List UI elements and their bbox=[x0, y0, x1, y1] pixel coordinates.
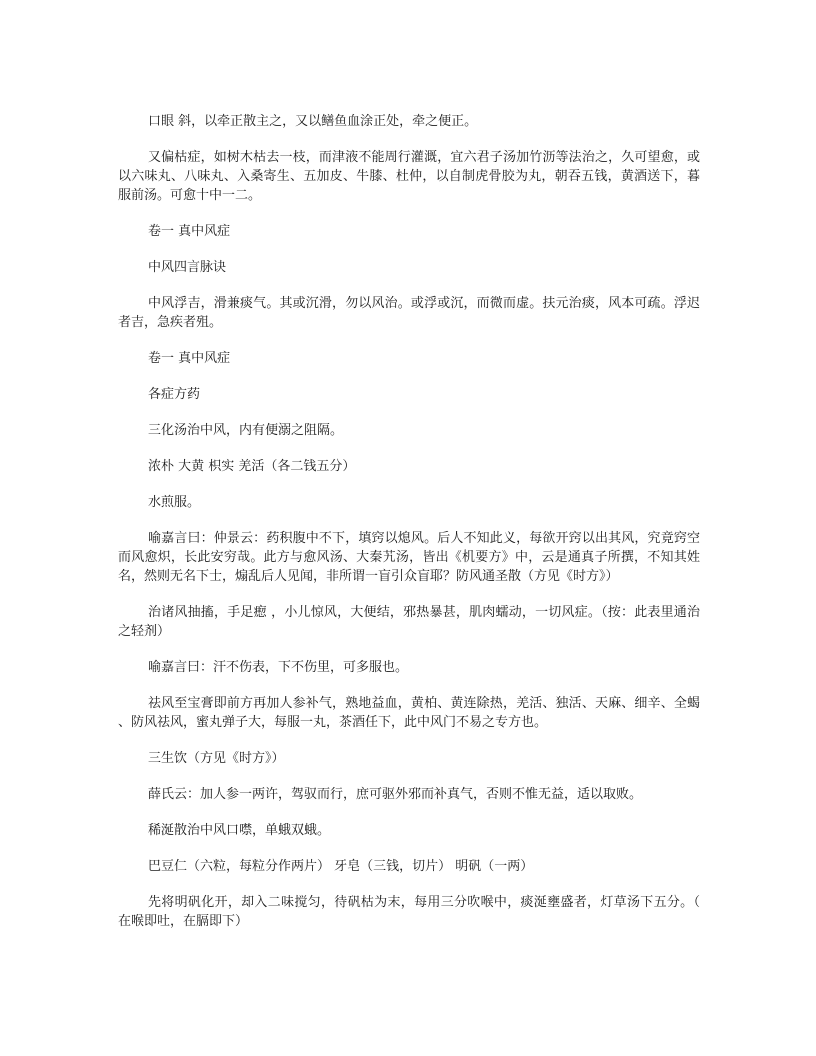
paragraph: 口眼 斜，以牵正散主之，又以鳝鱼血涂正处，牵之便正。 bbox=[148, 114, 478, 129]
ingredient-line: 巴豆仁（六粒，每粒分作两片） 牙皂（三钱，切片） 明矾（一两） bbox=[148, 859, 534, 874]
paragraph: 祛风至宝膏即前方再加人参补气，熟地益血，黄柏、黄连除热，羌活、独活、天麻、细辛、全蝎、防风祛风，蜜丸弹子大，每服一丸，茶酒任下，此中风门不易之专方也。 bbox=[118, 696, 700, 730]
paragraph: 喻嘉言曰：仲景云：药积腹中不下，填窍以熄风。后人不知此义，每欲开窍以出其风，究竟窍空而风愈炽，长此安穷哉。此方与愈风汤、大秦艽汤，皆出《机要方》中，云是通真子所撰，不知其姓名，然则无名下士，煽乱后人见闻，非所谓一盲引众盲耶？防风通圣散（方见《时方》） bbox=[118, 531, 700, 584]
paragraph: 水煎服。 bbox=[148, 495, 201, 510]
paragraph: 中风浮吉，滑兼痰气。其或沉滑，勿以风治。或浮或沉，而微而虚。扶元治痰，风本可疏。浮迟者吉，急疾者殂。 bbox=[118, 296, 700, 330]
section-heading: 卷一 真中风症 bbox=[148, 224, 231, 239]
ingredient-line: 浓朴 大黄 枳实 羌活（各二钱五分） bbox=[148, 459, 356, 474]
paragraph: 稀涎散治中风口噤，单蛾双蛾。 bbox=[148, 823, 331, 838]
section-heading: 卷一 真中风症 bbox=[148, 351, 231, 366]
section-subheading: 各症方药 bbox=[148, 387, 201, 402]
section-subheading: 中风四言脉诀 bbox=[148, 260, 227, 275]
paragraph: 薛氏云：加人参一两许，驾驭而行，庶可驱外邪而补真气，否则不惟无益，适以取败。 bbox=[148, 787, 643, 802]
paragraph: 喻嘉言曰：汗不伤表，下不伤里，可多服也。 bbox=[148, 660, 409, 675]
paragraph: 又偏枯症，如树木枯去一枝，而津液不能周行灌溉，宜六君子汤加竹沥等法治之，久可望愈，或以六味丸、八味丸、入桑寄生、五加皮、牛膝、杜仲，以自制虎骨胶为丸，朝吞五钱，黄酒送下，暮服前汤。可愈十中一二。 bbox=[118, 150, 700, 203]
paragraph: 三生饮（方见《时方》） bbox=[148, 751, 285, 766]
paragraph: 三化汤治中风，内有便溺之阻隔。 bbox=[148, 423, 344, 438]
document-page bbox=[118, 112, 700, 931]
paragraph: 先将明矾化开，却入二味搅匀，待矾枯为末，每用三分吹喉中，痰涎壅盛者，灯草汤下五分。（在喉即吐，在膈即下） bbox=[118, 895, 700, 929]
paragraph: 治诸风抽搐，手足瘛 ，小儿惊风，大便结，邪热暴甚，肌肉蠕动，一切风症。（按：此表里通治之轻剂） bbox=[118, 605, 700, 639]
